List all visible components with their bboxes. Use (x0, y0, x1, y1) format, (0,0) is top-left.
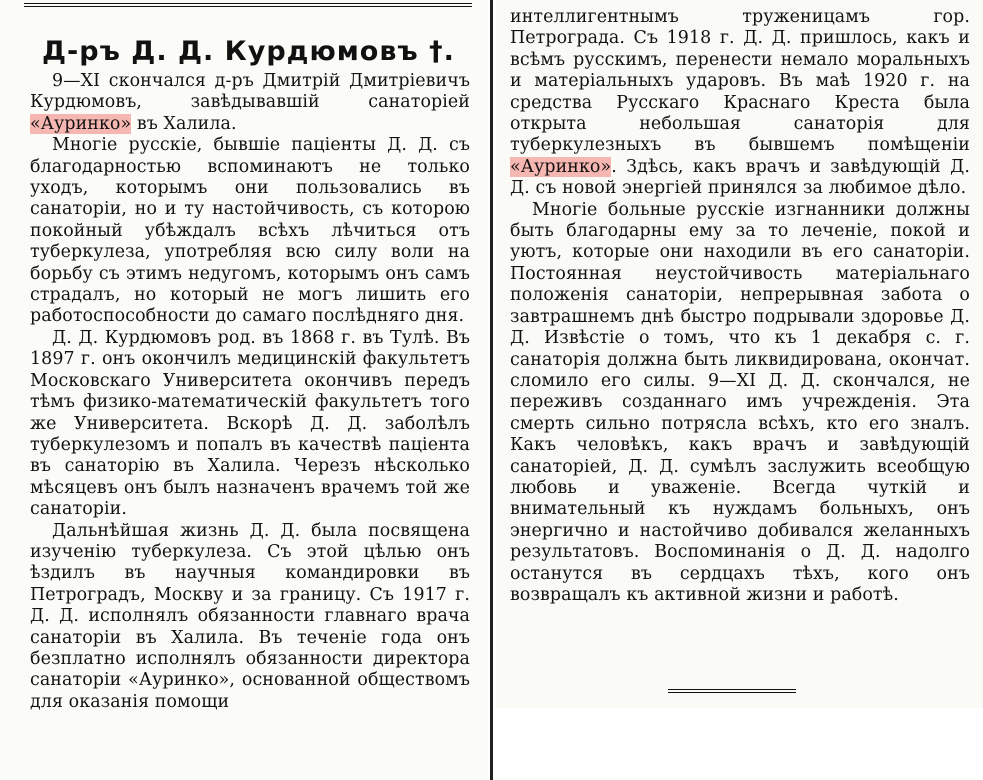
paragraph: 9—XI скончался д-ръ Дмитрій Дмитріевичъ Курдюмовъ, завѣдывавшій санаторіей «Ауринко» въ Халила. (30, 71, 470, 134)
left-column (0, 0, 488, 780)
article-title: Д-ръ Д. Д. Курдюмовъ †. (42, 36, 455, 67)
right-article-text (510, 7, 970, 606)
column-divider (490, 0, 493, 780)
end-rule (668, 689, 796, 693)
highlighted-term: «Ауринко» (510, 156, 612, 177)
right-column (496, 0, 983, 708)
top-rule (24, 3, 472, 7)
left-article-text (30, 71, 470, 713)
paragraph: интеллигентнымъ труженицамъ гор. Петрограда. Съ 1918 г. Д. Д. пришлось, какъ и всѣмъ русскимъ, перенести немало моральныхъ и матеріальныхъ ударовъ. Въ маѣ 1920 г. на средства Русскаго Краснаго Креста была открыта небольшая санаторія для туберкулезныхъ въ бывшемъ помѣщеніи «Ауринко». Здѣсь, какъ врачъ и завѣдующій Д. Д. съ новой энергіей принялся за любимое дѣло. (510, 7, 970, 199)
paragraph: Многіе больные русскіе изгнанники должны быть благодарны ему за то леченіе, покой и уютъ, которые они находили въ его санаторіи. Постоянная неустойчивость матеріальнаго положенія санаторіи, непрерывная забота о завтрашнемъ днѣ быстро подрывали здоровье Д. Д. Извѣстіе о томъ, что къ 1 декабря с. г. санаторія должна быть ликвидирована, окончат. сломило его силы. 9—XI Д. Д. скончался, не переживъ созданнаго имъ учрежденія. Эта смерть сильно потрясла всѣхъ, кто его зналъ. Какъ человѣкъ, какъ врачъ и завѣдующій санаторіей, Д. Д. сумѣлъ заслужить всеобщую любовь и уваженіе. Всегда чуткій и внимательный къ нуждамъ больныхъ, онъ энергично и настойчиво добивался желанныхъ результатовъ. Воспоминанія о Д. Д. надолго останутся въ сердцахъ тѣхъ, кого онъ возвращалъ къ активной жизни и работѣ. (510, 199, 970, 605)
paragraph: Д. Д. Курдюмовъ род. въ 1868 г. въ Тулѣ. Въ 1897 г. онъ окончилъ медицинскій факультетъ Московскаго Университета окончивъ передъ тѣмъ физико-математическій факультетъ того же Университета. Вскорѣ Д. Д. заболѣлъ туберкулезомъ и попалъ въ качествѣ паціента въ санаторію въ Халила. Черезъ нѣсколько мѣсяцевъ онъ былъ назначенъ врачемъ той же санаторіи. (30, 327, 470, 520)
paragraph: Дальнѣйшая жизнь Д. Д. была посвящена изученію туберкулеза. Съ этой цѣлью онъ ѣздилъ въ научныя командировки въ Петроградъ, Москву и за границу. Съ 1917 г. Д. Д. исполнялъ обязанности главнаго врача санаторіи въ Халила. Въ теченіе года онъ безплатно исполнялъ обязанности директора санаторіи «Ауринко», основанной обществомъ для оказанія помощи (30, 520, 470, 712)
paragraph: Многіе русскіе, бывшіе паціенты Д. Д. съ благодарностью вспоминаютъ не только уходъ, которымъ они пользовались въ санаторіи, но и ту настойчивость, съ которою покойный убѣждалъ всѣхъ лѣчиться отъ туберкулеза, употребляя всю силу воли на борьбу съ этимъ недугомъ, которымъ онъ самъ страдалъ, но который не могъ лишить его работоспособности до самаго послѣдняго дня. (30, 135, 470, 327)
highlighted-term: «Ауринко» (30, 113, 132, 134)
